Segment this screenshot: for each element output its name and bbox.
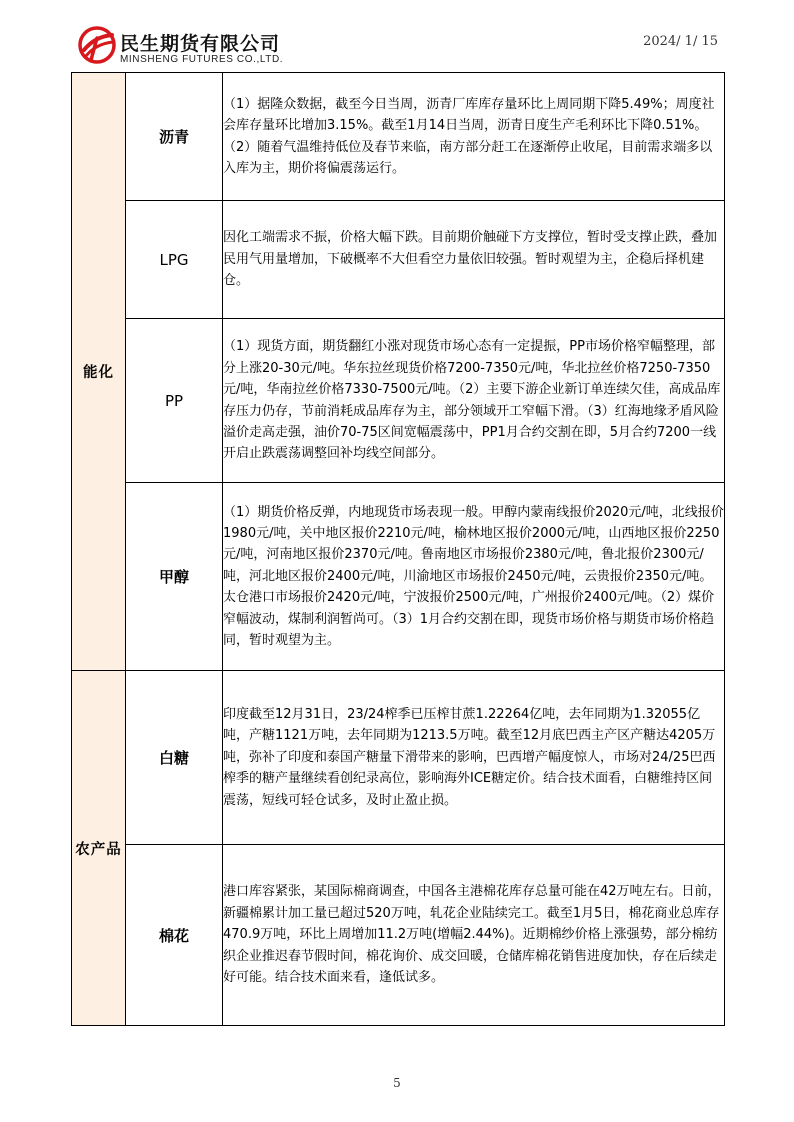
product-analysis	[223, 671, 725, 845]
product-name: PP	[126, 319, 223, 483]
company-name-cn: 民生期货有限公司	[120, 33, 281, 55]
analysis-text: （1）现货方面，期货翻红小涨对现货市场心态有一定提振，PP市场价格窄幅整理，部分上涨20-30元/吨。华东拉丝现货价格7200-7350元/吨，华北拉丝价格7250-7350元/吨，华南拉丝价格7330-7500元/吨。（2）主要下游企业新订单连续欠佳，高成品库存压力仍存，节前消耗成品库存为主，部分领域开工窄幅下滑。（3）红海地缘矛盾风险溢价走高走强，油价70-75区间宽幅震荡中，PP1月合约交割在即，5月合约7200一线开启止跌震荡调整回补均线空间部分。	[223, 339, 721, 462]
table-row	[72, 201, 725, 319]
product-analysis	[223, 845, 725, 1026]
commodity-table	[71, 72, 725, 1026]
sector-cell-energy-chemical: 能化	[72, 73, 126, 671]
product-name: LPG	[126, 201, 223, 319]
report-date: 2024/ 1/ 15	[643, 34, 718, 49]
analysis-text: 印度截至12月31日，23/24榨季已压榨甘蔗1.22264亿吨，去年同期为1.32055亿吨，产糖1121万吨，去年同期为1213.5万吨。截至12月底巴西主产区产糖达4205万吨，弥补了印度和泰国产糖量下滑带来的影响，巴西增产幅度惊人，市场对24/25巴西榨季的糖产量继续看创纪录高位，影响海外ICE糖定价。结合技术面看，白糖维持区间震荡，短线可轻仓试多，及时止盈止损。	[223, 706, 716, 808]
product-analysis	[223, 201, 725, 319]
company-logo	[78, 26, 318, 70]
page-header	[0, 0, 794, 72]
product-name: 沥青	[126, 73, 223, 201]
table-row	[72, 73, 725, 201]
minsheng-logo-icon	[78, 26, 116, 64]
sector-cell-agriculture: 农产品	[72, 671, 126, 1026]
table-row	[72, 845, 725, 1026]
table-row	[72, 319, 725, 483]
analysis-text: （1）据隆众数据，截至今日当周，沥青厂库库存量环比上周同期下降5.49%；周度社会库存量环比增加3.15%。截至1月14日当周，沥青日度生产毛利环比下降0.51%。 （2）随着气温维持低位及春节来临，南方部分赶工在逐渐停止收尾，目前需求端多以入库为主，期价将偏震荡运行。	[223, 96, 715, 176]
product-analysis	[223, 319, 725, 483]
product-name: 甲醇	[126, 483, 223, 671]
analysis-text: （1）期货价格反弹，内地现货市场表现一般。甲醇内蒙南线报价2020元/吨，北线报价1980元/吨，关中地区报价2210元/吨，榆林地区报价2000元/吨，山西地区报价2250元/吨，河南地区报价2370元/吨。鲁南地区市场报价2380元/吨，鲁北报价2300元/吨，河北地区报价2400元/吨，川渝地区市场报价2450元/吨，云贵报价2350元/吨。太仓港口市场报价2420元/吨，宁波报价2500元/吨，广州报价2400元/吨。（2）煤价窄幅波动，煤制利润暂尚可。（3）1月合约交割在即，现货市场价格与期货市场价格趋同，暂时观望为主。	[223, 504, 724, 649]
product-name: 白糖	[126, 671, 223, 845]
table-row	[72, 671, 725, 845]
page-number: 5	[393, 1076, 401, 1090]
analysis-text: 因化工端需求不振，价格大幅下跌。目前期价触碰下方支撑位，暂时受支撑止跌，叠加民用气用量增加，下破概率不大但看空力量依旧较强。暂时观望为主，企稳后择机建仓。	[223, 230, 718, 289]
company-name-en: MINSHENG FUTURES CO.,LTD.	[120, 54, 284, 65]
analysis-text: 港口库容紧张，某国际棉商调查，中国各主港棉花库存总量可能在42万吨左右。日前，新疆棉累计加工量已超过520万吨，轧花企业陆续完工。截至1月5日，棉花商业总库存470.9万吨，环比上周增加11.2万吨(增幅2.44%)。近期棉纱价格上涨强势，部分棉纺织企业推迟春节假时间，棉花询价、成交回暖，仓储库棉花销售进度加快，存在后续走好可能。结合技术面来看，逢低试多。	[223, 884, 721, 986]
table-row	[72, 483, 725, 671]
product-analysis	[223, 483, 725, 671]
product-analysis	[223, 73, 725, 201]
product-name: 棉花	[126, 845, 223, 1026]
